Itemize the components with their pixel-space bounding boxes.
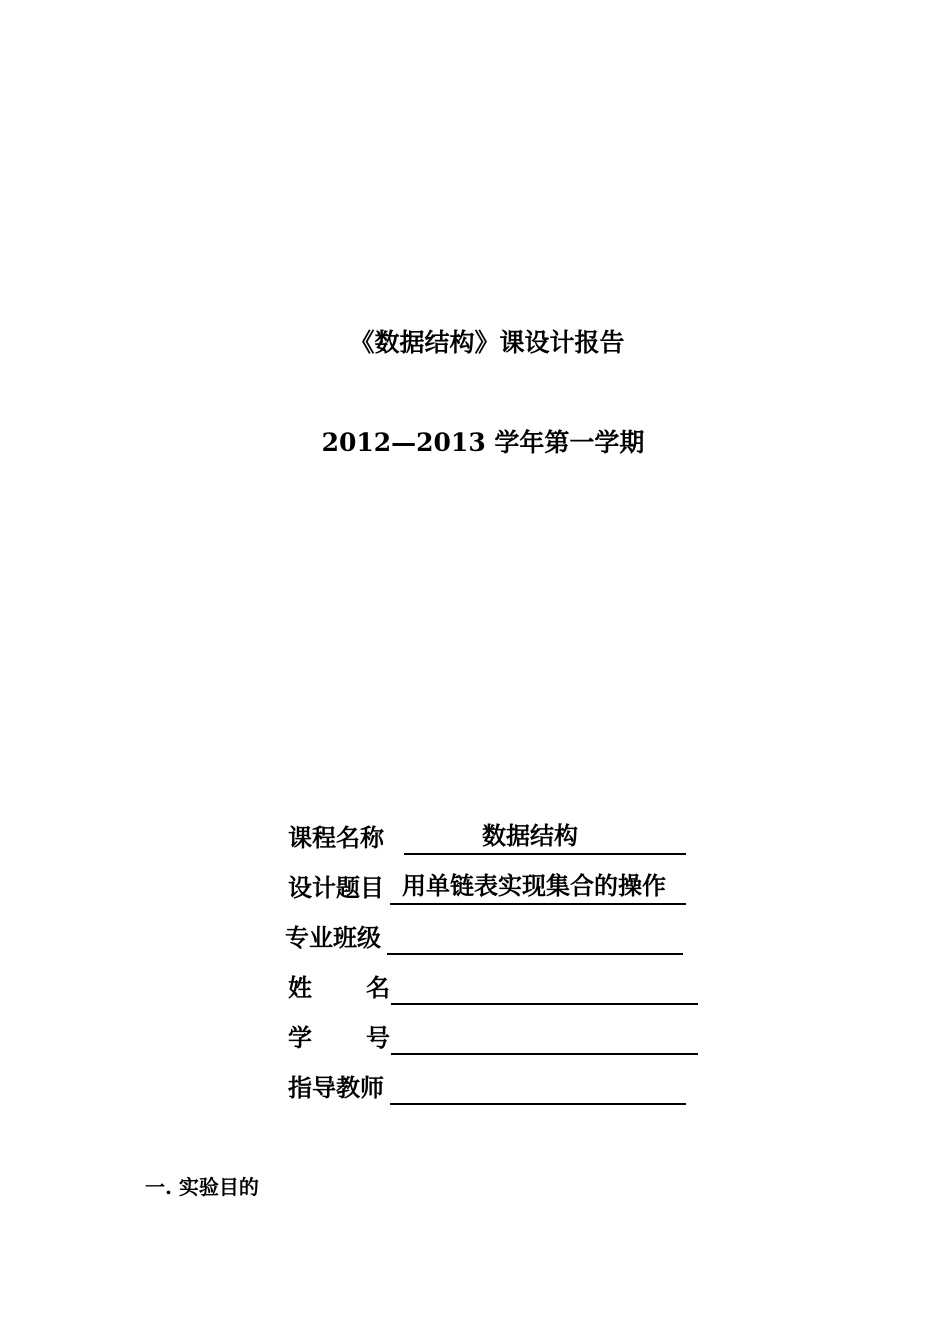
design-topic-field [288,870,666,906]
student-name-label [288,970,390,1006]
student-id-label-first: 学 [288,1023,312,1052]
report-title: 《数据结构》课设计报告 [349,328,625,357]
design-topic-underline [390,869,686,905]
student-id-underline [391,1019,698,1055]
course-name-underline [404,819,686,855]
section-heading-objective: 一. 实验目的 [145,1175,259,1199]
instructor-underline [390,1069,686,1105]
student-id-field [288,1020,390,1056]
design-topic-value: 用单链表实现集合的操作 [402,871,666,900]
major-class-underline [387,919,683,955]
course-name-label: 课程名称 [288,823,384,852]
major-class-field [285,920,381,956]
student-name-underline [391,969,698,1005]
student-id-label-second: 号 [366,1023,390,1052]
course-name-field [288,820,578,856]
course-name-value: 数据结构 [482,821,578,850]
design-topic-label: 设计题目 [288,873,384,902]
academic-term: 2012—2013 学年第一学期 [321,428,645,457]
student-id-label [288,1020,390,1056]
instructor-label: 指导教师 [288,1073,384,1102]
instructor-field [288,1070,384,1106]
student-name-label-second: 名 [366,973,390,1002]
student-name-label-first: 姓 [288,973,312,1002]
major-class-label: 专业班级 [285,923,381,952]
student-name-field [288,970,390,1006]
